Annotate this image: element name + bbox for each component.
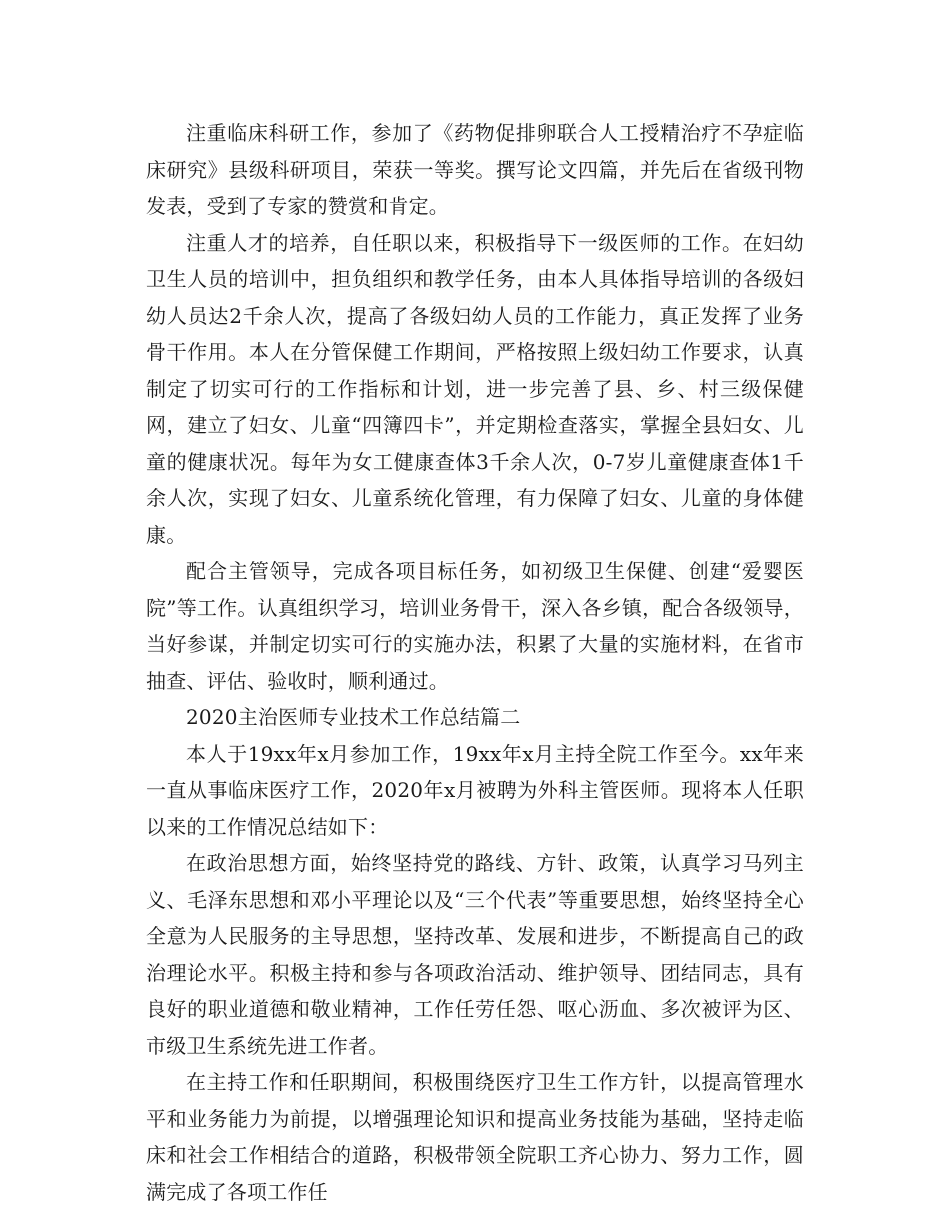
paragraph-leadership-support: 配合主管领导，完成各项目标任务，如初级卫生保健、创建“爱婴医院”等工作。认真组织学习，培训业务骨干，深入各乡镇，配合各级领导，当好参谋，并制定切实可行的实施办法，积累了大量的实施材料，在省市抽查、评估、验收时，顺利通过。 <box>146 559 804 693</box>
paragraph-talent-training: 注重人才的培养，自任职以来，积极指导下一级医师的工作。在妇幼卫生人员的培训中，担负组织和教学任务，由本人具体指导培训的各级妇幼人员达2千余人次，提高了各级妇幼人员的工作能力，真正发挥了业务骨干作用。本人在分管保健工作期间，严格按照上级妇幼工作要求，认真制定了切实可行的工作指标和计划，进一步完善了县、乡、村三级保健网，建立了妇女、儿童“四簿四卡”，并定期检查落实，掌握全县妇女、儿童的健康状况。每年为女工健康查体3千余人次，0-7岁儿童健康查体1千余人次，实现了妇女、儿童系统化管理，有力保障了妇女、儿童的身体健康。 <box>146 230 804 547</box>
paragraph-introduction: 本人于19xx年x月参加工作，19xx年x月主持全院工作至今。xx年来一直从事临床医疗工作，2020年x月被聘为外科主管医师。现将本人任职以来的工作情况总结如下： <box>146 741 804 839</box>
document-body <box>146 115 804 1210</box>
paragraph-political-thought: 在政治思想方面，始终坚持党的路线、方针、政策，认真学习马列主义、毛泽东思想和邓小平理论以及“三个代表”等重要思想，始终坚持全心全意为人民服务的主导思想，坚持改革、发展和进步，不断提高自己的政治理论水平。积极主持和参与各项政治活动、维护领导、团结同志，具有良好的职业道德和敬业精神，工作任劳任怨、呕心沥血、多次被评为区、市级卫生系统先进工作者。 <box>146 851 804 1058</box>
paragraph-management-work: 在主持工作和任职期间，积极围绕医疗卫生工作方针，以提高管理水平和业务能力为前提，以增强理论知识和提高业务技能为基础，坚持走临床和社会工作相结合的道路，积极带领全院职工齐心协力、努力工作，圆满完成了各项工作任 <box>146 1070 804 1204</box>
paragraph-research: 注重临床科研工作，参加了《药物促排卵联合人工授精治疗不孕症临床研究》县级科研项目，荣获一等奖。撰写论文四篇，并先后在省级刊物发表，受到了专家的赞赏和肯定。 <box>146 121 804 218</box>
section-heading: 2020主治医师专业技术工作总结篇二 <box>186 705 521 729</box>
